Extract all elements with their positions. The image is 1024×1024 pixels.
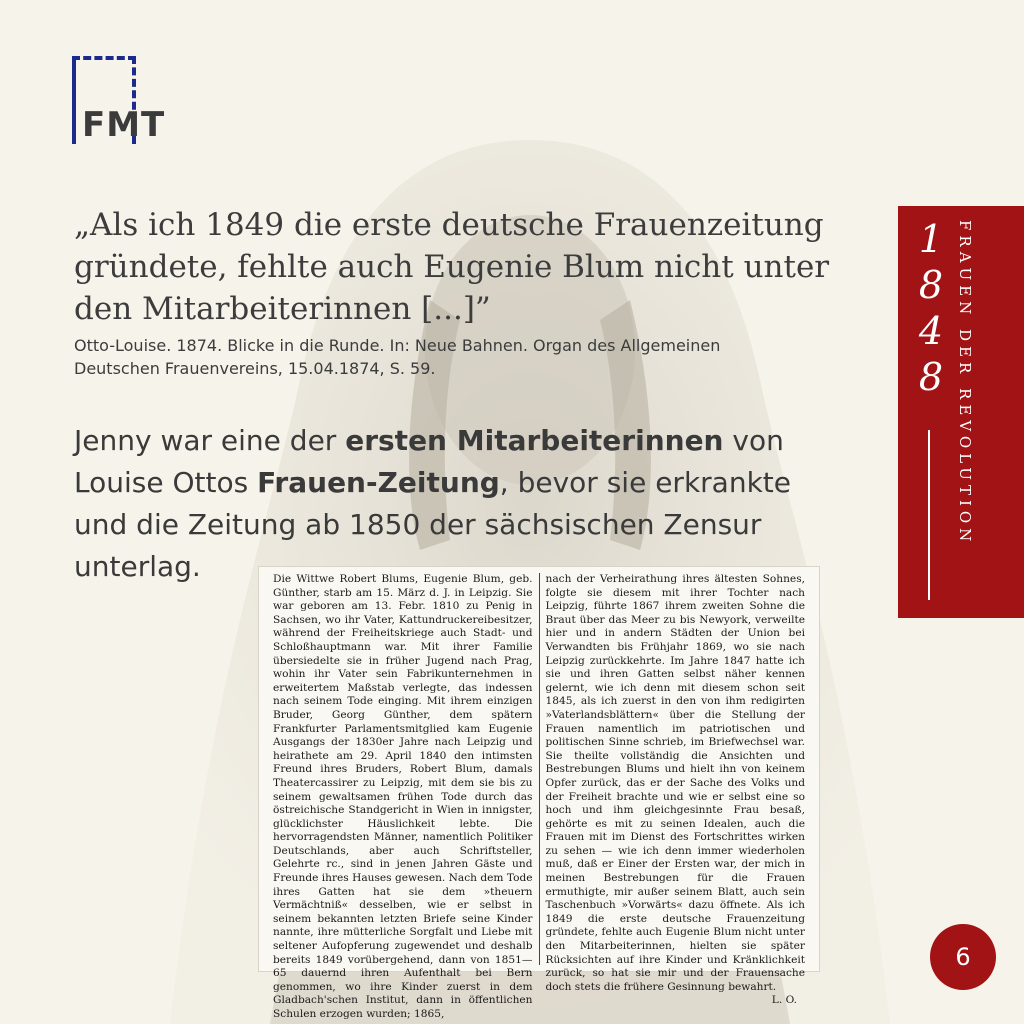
fmt-logo bbox=[72, 56, 182, 148]
banner-divider bbox=[928, 430, 930, 600]
clipping-signature: L. O. bbox=[771, 994, 797, 1007]
year-digit: 1 bbox=[918, 217, 944, 261]
logo-text: FMT bbox=[82, 105, 166, 145]
year-digit: 8 bbox=[918, 263, 944, 307]
body-text-part: Jenny war eine der bbox=[74, 424, 346, 457]
newspaper-clipping bbox=[258, 566, 820, 1020]
body-text-part: , bevor sie erkrankte und die Zeitung ab 1850 der sächsischen Zensur unterlag. bbox=[74, 466, 791, 583]
body-paragraph bbox=[74, 420, 834, 588]
clipping-column-right-text: nach der Verheirathung ihres ältesten Sohnes, folgte sie diesem mit ihrer Tochter nach Leipzig, führte 1867 ihrem zweiten Sohne die Braut über das Meer zu bis Newyork, verweilte hier und in andern Städten der Union bei Verwandten bis Frühjahr 1869, wo sie nach Leipzig zurückkehrte. Im Jahre 1847 hatte ich sie und ihren Gatten selbst näher kennen gelernt, wie ich denn mit diesem schon seit 1845, als ich zuerst in den von ihm redigirten »Vaterlandsblättern« über die Stellung der Frauen namentlich im patriotischen und politischen Sinne schrieb, im Briefwechsel war. Sie theilte vollständig die Ansichten und Bestrebungen Blums und hielt ihn von keinem Opfer zurück, das er der Sache des Volks und der Freiheit brachte und wie er selbst eine so hoch und ihm gleichgesinnte Frau besaß, gehörte es mit zu seinen Idealen, auch die Frauen mit im Dienst des Fortschrittes wirken zu sehen — wie ich denn immer wiederholen muß, daß er Einer der Ersten war, der mich in meinen Bestrebungen für die Frauen ermuthigte, mir außer seinem Blatt, auch sein Taschenbuch »Vorwärts« dazu öffnete. Als ich 1849 die erste deutsche Frauenzeitung gründete, fehlte auch Eugenie Blum nicht unter den Mitarbeiterinnen, hielten sie später Rücksichten auf ihre Kinder und Kränklichkeit zurück, so hat sie mir und der Frauensache doch stets die frühere Gesinnung bewahrt. bbox=[545, 573, 805, 993]
clipping-column-left: Die Wittwe Robert Blums, Eugenie Blum, geb. Günther, starb am 15. März d. J. in Leipzig. Sie war geboren am 13. Febr. 1810 zu Penig in Sachsen, wo ihr Vater, Kattundruckereibesitzer, während der Freiheitskriege auch Stadt- und Schloßhauptmann war. Mit ihrer Familie übersiedelte sie in früher Jugend nach Prag, wohin ihr Vater sein Fabrikunternehmen in erweitertem Maßstab verlegte, das indessen nach seinem Tode einging. Mit ihrem einzigen Bruder, Georg Günther, dem spätern Frankfurter Parlamentsmitglied kam Eugenie Ausgangs der 1830er Jahre nach Leipzig und heirathete am 29. April 1840 den intimsten Freund ihres Bruders, Robert Blum, damals Theatercassirer zu Leipzig, mit dem sie bis zu seinem gewaltsamen frühen Tode durch das östreichische Standgericht in Wien in innigster, glücklichster Häuslichkeit lebte. Die hervorragendsten Männer, namentlich Politiker Deutschlands, aber auch Schriftsteller, Gelehrte rc., sind in jenen Jahren Gäste und Freunde ihres Hauses gewesen. Nach dem Tode ihres Gatten hat sie dem »theuern Vermächtniß« desselben, wie er selbst in seinem bekannten letzten Briefe seine Kinder nannte, ihre mütterliche Sorgfalt und Liebe mit seltener Aufopferung zugewendet und deshalb bereits 1849 vorübergehend, dann von 1851—65 dauernd ihren Aufenthalt bei Bern genommen, wo ihre Kinder zuerst in dem Gladbach'schen Institut, dann in öffentlichen Schulen erzogen wurden; 1865, bbox=[273, 573, 533, 1020]
quote-text: „Als ich 1849 die erste deutsche Frauenzeitung gründete, fehlte auch Eugenie Blum nicht unter den Mitarbeiterinnen [...]” bbox=[74, 207, 830, 327]
body-bold-mitarbeiterinnen: ersten Mitarbeiterinnen bbox=[345, 424, 724, 457]
body-bold-frauen-zeitung: Frauen-Zeitung bbox=[257, 466, 500, 499]
year-digit: 8 bbox=[918, 355, 944, 399]
quote-citation: Otto-Louise. 1874. Blicke in die Runde. In: Neue Bahnen. Organ des Allgemeinen Deutschen Frauenvereins, 15.04.1874, S. 59. bbox=[74, 336, 721, 378]
clipping-column-right bbox=[539, 573, 812, 1007]
body-text-part: von Louise Ottos bbox=[74, 424, 784, 499]
side-banner bbox=[898, 206, 1024, 618]
year-digit: 4 bbox=[918, 309, 944, 353]
banner-year bbox=[916, 216, 946, 400]
page-number-badge: 6 bbox=[930, 924, 996, 990]
banner-title: FRAUEN DER REVOLUTION bbox=[956, 220, 974, 547]
